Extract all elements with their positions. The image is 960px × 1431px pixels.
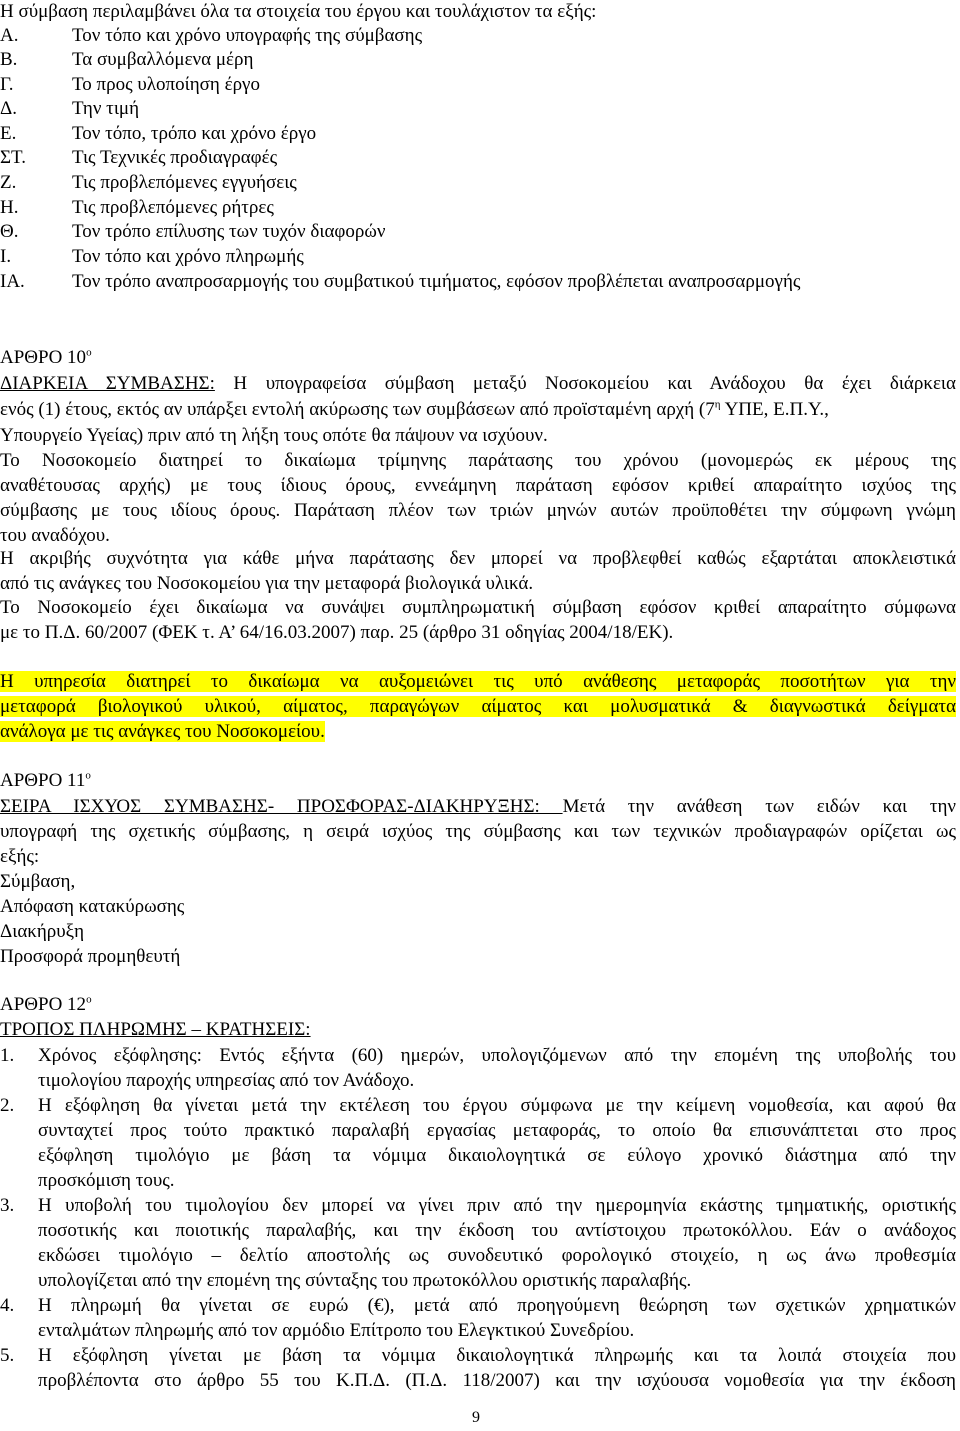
article10-text-2sup: η xyxy=(714,398,721,411)
article12-item-number: 3. xyxy=(0,1195,15,1216)
intro-list-item xyxy=(0,196,274,220)
intro-item-marker: ΙΑ. xyxy=(0,271,25,292)
intro-list-item xyxy=(0,48,253,72)
intro-list-item xyxy=(0,122,316,146)
intro-item-marker: Α. xyxy=(0,25,19,46)
article11-line-1 xyxy=(0,795,956,819)
article12-item-line: προσκόμιση τους. xyxy=(38,1170,175,1191)
article10-text-1: Η υπογραφείσα σύμβαση μεταξύ Νοσοκομείου και Ανάδοχου θα έχει διάρκεια xyxy=(214,373,956,394)
intro-item-marker: Θ. xyxy=(0,221,19,242)
intro-item-marker: Ι. xyxy=(0,246,12,267)
article10-p2-line: σύμβασης με τους ιδίους όρους. Παράταση πλέον των τριών μηνών αυτών προϋποθέτει την σύμφωνη γνώμη xyxy=(0,500,956,521)
intro-item-text: Τον τόπο και χρόνο πληρωμής xyxy=(72,246,304,267)
article10-p2-line: αναθέτουσας αρχής) με τους ίδιους όρους, εννεάμηνη παράταση εφόσον κριθεί απαραίτητο ισχύος της xyxy=(0,475,956,496)
intro-item-text: Τον τρόπο επίλυσης των τυχόν διαφορών xyxy=(72,221,386,242)
article12-item-line: συνταχτεί προς τούτο πρακτικό παραλαβή εργασίας μεταφοράς, το οποίο θα επισυνάπτεται στο προς xyxy=(38,1120,956,1141)
article10-p3-line: από τις ανάγκες του Νοσοκομείου για την μεταφορά βιολογικά υλικά. xyxy=(0,573,534,594)
highlighted-text: ανάλογα με τις ανάγκες του Νοσοκομείου. xyxy=(0,721,325,742)
intro-item-text: Τις προβλεπόμενες εγγυήσεις xyxy=(72,172,297,193)
article12-item-line: Η εξόφληση γίνεται με βάση τα νόμιμα δικαιολογητικά πληρωμής και τα λοιπά στοιχεία που xyxy=(38,1345,956,1366)
article12-item-line: υπολογίζεται από την επομένη της σύνταξης του πρωτοκόλλου οριστικής παραλαβής. xyxy=(38,1270,692,1291)
intro-item-text: Τον τόπο, τρόπο και χρόνο έργο xyxy=(72,123,317,144)
article10-p2-line: του αναδόχου. xyxy=(0,525,110,546)
intro-heading: Η σύμβαση περιλαμβάνει όλα τα στοιχεία του έργου και τουλάχιστον τα εξής: xyxy=(0,1,597,22)
article11-list-item: Απόφαση κατακύρωσης xyxy=(0,896,185,917)
intro-item-marker: Β. xyxy=(0,49,18,70)
intro-list-item xyxy=(0,73,260,97)
article12-item-line: τιμολογίου παροχής υπηρεσίας από τον Ανάδοχο. xyxy=(38,1070,415,1091)
article12-item-line: ενταλμάτων πληρωμής από τον αρμόδιο Επίτροπο του Ελεγκτικού Συνεδρίου. xyxy=(38,1320,635,1341)
intro-list-item xyxy=(0,245,304,269)
article10-p5-line xyxy=(0,670,956,694)
intro-list-item xyxy=(0,171,297,195)
intro-list-item xyxy=(0,270,800,294)
highlighted-text: μεταφορά βιολογικού υλικού, αίματος, παραγώγων αίματος και μολυσματικά & διαγνωστικά δείγματα xyxy=(0,696,956,717)
intro-item-text: Την τιμή xyxy=(72,98,140,119)
intro-item-text: Τον τόπο και χρόνο υπογραφής της σύμβασης xyxy=(72,25,423,46)
article12-item-number: 4. xyxy=(0,1295,15,1316)
article10-p4-line: με το Π.Δ. 60/2007 (ΦΕΚ τ. Α’ 64/16.03.2007) παρ. 25 (άρθρο 31 οδηγίας 2004/18/ΕΚ). xyxy=(0,622,674,643)
article10-line-3: Υπουργείο Υγείας) πριν από τη λήξη τους οπότε θα πάψουν να ισχύουν. xyxy=(0,425,548,446)
intro-item-text: Τις προβλεπόμενες ρήτρες xyxy=(72,197,274,218)
intro-item-text: Τον τρόπο αναπροσαρμογής του συμβατικού τιμήματος, εφόσον προβλέπεται αναπροσαρμογής xyxy=(72,271,801,292)
article11-list-item: Σύμβαση, xyxy=(0,871,76,892)
article10-line-1 xyxy=(0,372,956,396)
article12-item-line: Η εξόφληση θα γίνεται μετά την εκτέλεση του έργου σύμφωνα με την κείμενη νομοθεσία, και αφού θα xyxy=(38,1095,956,1116)
intro-list-item xyxy=(0,146,277,170)
article11-list-item: Διακήρυξη xyxy=(0,921,85,942)
highlighted-text: Η υπηρεσία διατηρεί το δικαίωμα να αυξομειώνει τις υπό ανάθεσης μεταφοράς ποσοτήτων για την xyxy=(0,671,956,692)
article12-title xyxy=(0,993,92,1017)
intro-item-text: Το προς υλοποίηση έργο xyxy=(72,74,260,95)
article10-p4-line: Το Νοσοκομείο έχει δικαίωμα να συνάψει συμπληρωματική σύμβαση εφόσον κριθεί απαραίτητο σύμφωνα xyxy=(0,597,956,618)
article10-text-2a: ενός (1) έτους, εκτός αν υπάρξει εντολή ακύρωσης των συμβάσεων από προϊσταμένη αρχή (7 xyxy=(0,399,715,420)
article10-p2-line: Το Νοσοκομείο διατηρεί το δικαίωμα τρίμηνης παράτασης του χρόνου (μονομερώς εκ μέρους της xyxy=(0,450,956,471)
article12-heading-text: ΤΡΟΠΟΣ ΠΛΗΡΩΜΗΣ – ΚΡΑΤΗΣΕΙΣ: xyxy=(0,1019,311,1040)
article12-item-number: 1. xyxy=(0,1045,15,1066)
article11-title-sup: ο xyxy=(85,769,91,782)
article10-title-sup: ο xyxy=(86,346,92,359)
article12-item-line: προβλέποντα στο άρθρο 55 του Κ.Π.Δ. (Π.Δ. 118/2007) και την ισχύουσα νομοθεσία για την έκδοση xyxy=(38,1370,956,1391)
article12-item-line: εκδώσει τιμολόγιο – δελτίο αποστολής ως συνοδευτικό φορολογικό στοιχείο, η ως άνω προθεσμία xyxy=(38,1245,956,1266)
article10-text-2b: ΥΠΕ, Ε.Π.Υ., xyxy=(720,399,829,420)
article12-item-line: Χρόνος εξόφλησης: Εντός εξήντα (60) ημερών, υπολογιζόμενων από την επομένη της υποβολής του xyxy=(38,1045,956,1066)
article12-item-number: 5. xyxy=(0,1345,15,1366)
article12-title-sup: ο xyxy=(86,993,92,1006)
article11-list-item: Προσφορά προμηθευτή xyxy=(0,946,181,967)
article10-title xyxy=(0,346,92,370)
article12-title-text: ΑΡΘΡΟ 12 xyxy=(0,994,87,1015)
intro-item-marker: Γ. xyxy=(0,74,14,95)
article12-heading xyxy=(0,1018,311,1042)
article11-title-text: ΑΡΘΡΟ 11 xyxy=(0,770,86,791)
article10-p5-line xyxy=(0,720,325,744)
article11-line-2: υπογραφή της σχετικής σύμβασης, η σειρά ισχύος της σύμβασης και των τεχνικών προδιαγραφών ορίζεται ως xyxy=(0,821,956,842)
article11-line-3: εξής: xyxy=(0,846,40,867)
article12-item-line: ποσοτικής και ποιοτικής παραλαβής, και την έκδοση του αντίστοιχου πρωτοκόλλου. Εάν ο ανάδοχος xyxy=(38,1220,956,1241)
article11-heading: ΣΕΙΡΑ ΙΣΧΥΟΣ ΣΥΜΒΑΣΗΣ- ΠΡΟΣΦΟΡΑΣ-ΔΙΑΚΗΡΥΞΗΣ: xyxy=(0,796,563,817)
intro-item-text: Τα συμβαλλόμενα μέρη xyxy=(72,49,254,70)
article11-text-1: Μετά την ανάθεση των ειδών και την xyxy=(562,796,956,817)
article11-title xyxy=(0,769,91,793)
article12-item-number: 2. xyxy=(0,1095,15,1116)
page-number: 9 xyxy=(472,1409,480,1426)
intro-list-item xyxy=(0,24,422,48)
intro-item-marker: Ζ. xyxy=(0,172,17,193)
article12-item-line: εξόφληση τιμολόγιο με βάση τα νόμιμα δικαιολογητικά σε εύλογο χρονικό διάστημα από την xyxy=(38,1145,956,1166)
article10-heading: ΔΙΑΡΚΕΙΑ ΣΥΜΒΑΣΗΣ: xyxy=(0,373,215,394)
intro-item-marker: Η. xyxy=(0,197,19,218)
intro-list-item xyxy=(0,220,385,244)
article10-line-2 xyxy=(0,398,829,422)
article12-item-line: Η υποβολή του τιμολογίου δεν μπορεί να γίνει πριν από την ημερομηνία εκάστης τμηματικής, οριστικής xyxy=(38,1195,956,1216)
article12-item-line: Η πληρωμή θα γίνεται σε ευρώ (€), μετά από προηγούμενη θεώρηση των σχετικών χρηματικών xyxy=(38,1295,956,1316)
intro-item-marker: Δ. xyxy=(0,98,17,119)
intro-list-item xyxy=(0,97,139,121)
article10-p5-line xyxy=(0,695,956,719)
article10-title-text: ΑΡΘΡΟ 10 xyxy=(0,347,87,368)
intro-item-marker: ΣΤ. xyxy=(0,147,27,168)
intro-item-text: Τις Τεχνικές προδιαγραφές xyxy=(72,147,278,168)
article10-p3-line: Η ακριβής συχνότητα για κάθε μήνα παράτασης δεν μπορεί να προβλεφθεί καθώς εξαρτάται αποκλειστικά xyxy=(0,548,956,569)
intro-item-marker: Ε. xyxy=(0,123,17,144)
